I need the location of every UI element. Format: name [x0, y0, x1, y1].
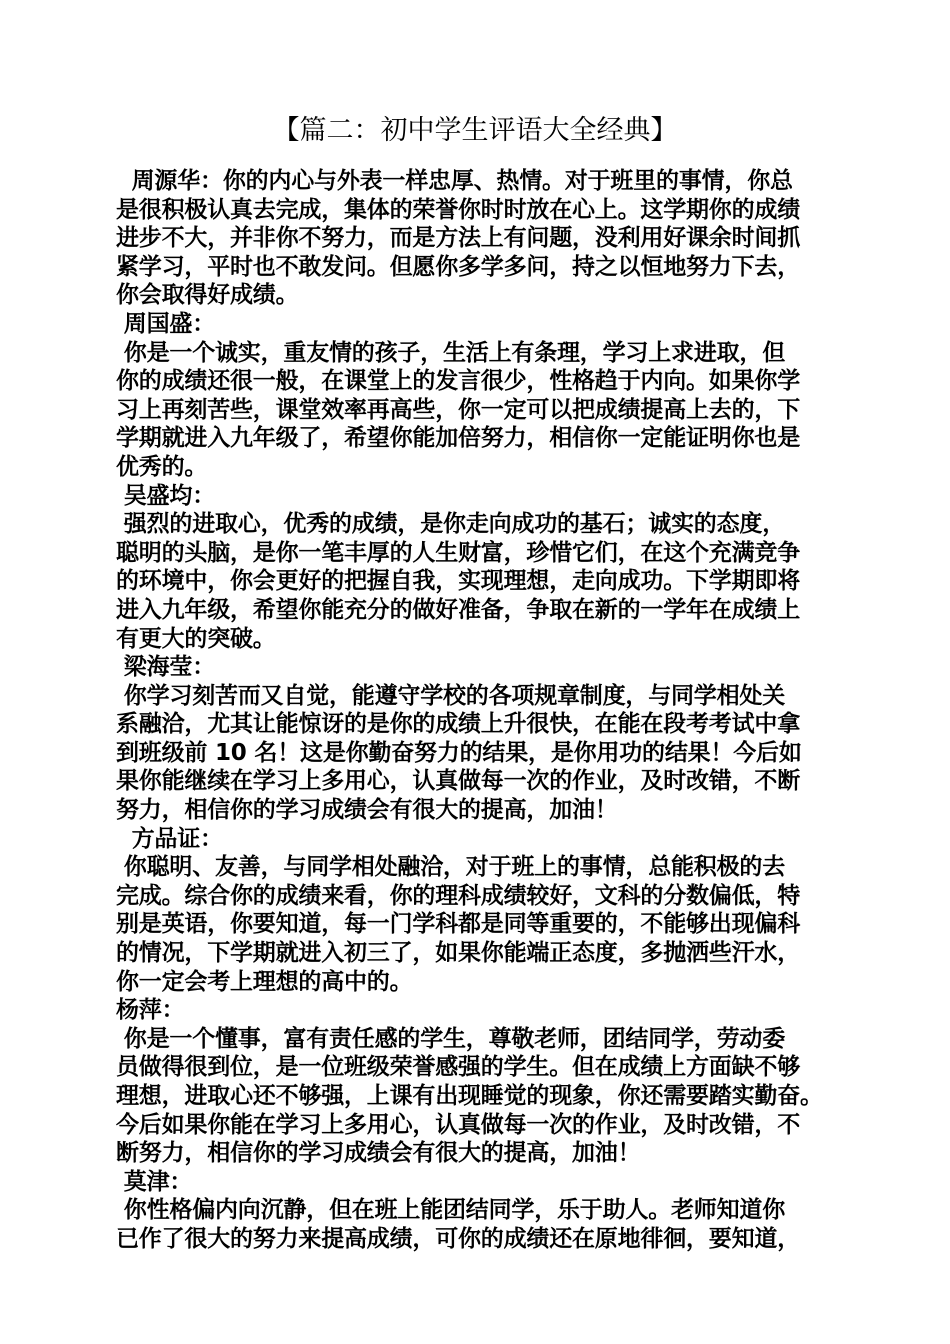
text-line: 习上再刻苦些，课堂效率再高些，你一定可以把成绩提高上去的，下 — [116, 396, 801, 423]
text-line: 你会取得好成绩。 — [116, 282, 299, 309]
text-line: 理想，进取心还不够强，上课有出现睡觉的现象，你还需要踏实勤奋。 — [116, 1083, 823, 1109]
text-line: 的情况，下学期就进入初三了，如果你能端正态度，多抛洒些汗水， — [116, 940, 801, 967]
text-line: 已作了很大的努力来提高成绩，可你的成绩还在原地徘徊，要知道， — [116, 1225, 801, 1252]
text-line: 系融洽，尤其让能惊讶的是你的成绩上升很快，在能在段考考试中拿 — [116, 711, 801, 738]
text-line: 今后如果你能在学习上多用心，认真做每一次的作业，及时改错，不 — [116, 1111, 801, 1138]
text-line: 有更大的突破。 — [116, 625, 276, 652]
text-line: 强烈的进取心，优秀的成绩，是你走向成功的基石；诚实的态度， — [116, 511, 786, 538]
text-line: 你聪明、友善，与同学相处融洽，对于班上的事情，总能积极的去 — [116, 854, 786, 881]
text-line: 别是英语，你要知道，每一门学科都是同等重要的，不能够出现偏科 — [116, 911, 801, 938]
text-line: 果你能继续在学习上多用心，认真做每一次的作业，及时改错，不断 — [116, 768, 801, 795]
text-line: 你性格偏内向沉静，但在班上能团结同学，乐于助人。老师知道你 — [116, 1197, 786, 1224]
text-line: 断努力，相信你的学习成绩会有很大的提高，加油！ — [116, 1140, 641, 1167]
text-line: 你是一个诚实，重友情的孩子，生活上有条理，学习上求进取，但 — [116, 339, 786, 366]
document-title: 【篇二：初中学生评语大全经典】 — [272, 115, 678, 146]
text-line: 你的成绩还很一般，在课堂上的发言很少，性格趋于内向。如果你学 — [116, 368, 801, 395]
text-line: 进步不大，并非你不努力，而是方法上有问题，没利用好课余时间抓 — [116, 225, 801, 252]
student-name: 梁海莹： — [116, 654, 216, 681]
student-name: 周国盛： — [116, 310, 216, 337]
text-line: 聪明的头脑，是你一笔丰厚的人生财富，珍惜它们，在这个充满竞争 — [116, 539, 801, 566]
text-line: 紧学习，平时也不敢发问。但愿你多学多问，持之以恒地努力下去， — [116, 253, 801, 280]
student-name: 吴盛均： — [116, 482, 216, 509]
document-body — [116, 167, 846, 1254]
text-line: 进入九年级，希望你能充分的做好准备，争取在新的一学年在成绩上 — [116, 596, 801, 623]
text-line: 员做得很到位，是一位班级荣誉感强的学生。但在成绩上方面缺不够 — [116, 1054, 801, 1081]
text-line: 你学习刻苦而又自觉，能遵守学校的各项规章制度，与同学相处关 — [116, 682, 786, 709]
text-line: 努力，相信你的学习成绩会有很大的提高，加油！ — [116, 797, 618, 824]
student-name: 杨萍： — [116, 997, 185, 1024]
text-line: 学期就进入九年级了，希望你能加倍努力，相信你一定能证明你也是 — [116, 425, 801, 452]
text-line: 的环境中，你会更好的把握自我，实现理想，走向成功。下学期即将 — [116, 568, 801, 595]
text-line: 你一定会考上理想的高中的。 — [116, 968, 413, 995]
text-line: 周源华：你的内心与外表一样忠厚、热情。对于班里的事情，你总 — [116, 168, 793, 194]
student-name: 莫津： — [116, 1168, 193, 1195]
text-line: 到班级前 10 名！这是你勤奋努力的结果，是你用功的结果！今后如 — [116, 739, 802, 766]
student-name: 方品证： — [116, 825, 223, 852]
text-line: 是很积极认真去完成，集体的荣誉你时时放在心上。这学期你的成绩 — [116, 196, 801, 223]
text-line: 优秀的。 — [116, 453, 208, 480]
text-line: 完成。综合你的成绩来看，你的理科成绩较好，文科的分数偏低，特 — [116, 882, 801, 909]
text-line: 你是一个懂事，富有责任感的学生，尊敬老师，团结同学，劳动委 — [116, 1025, 786, 1052]
